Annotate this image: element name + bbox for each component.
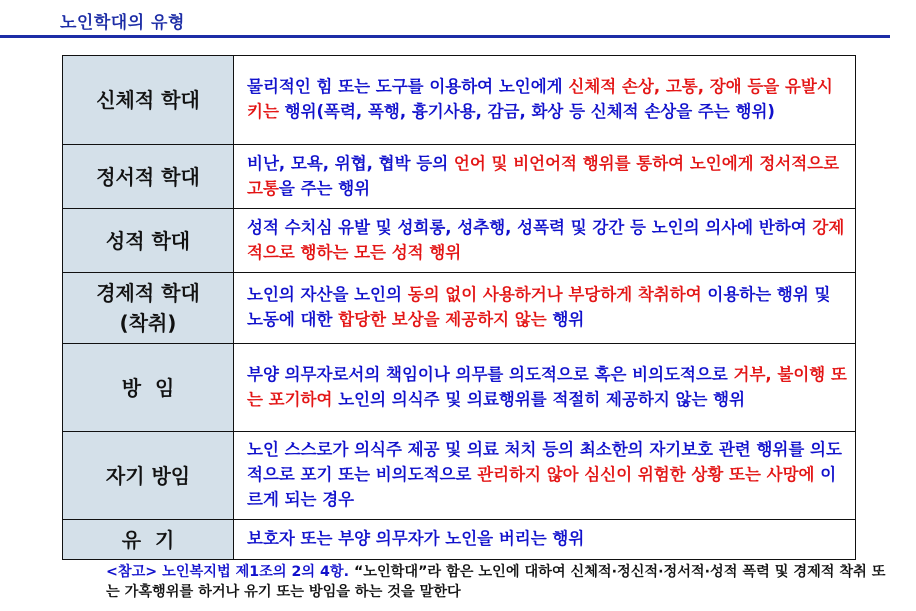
category-cell xyxy=(63,209,234,273)
note-prefix: <참고> 노인복지법 제1조의 2의 4항. xyxy=(106,564,349,580)
description-cell xyxy=(234,56,856,145)
description-text: 노인의 자산을 노인의 xyxy=(247,285,408,304)
table-row xyxy=(63,145,856,209)
reference-note xyxy=(106,562,896,602)
category-cell xyxy=(63,273,234,344)
category-label: 신체적 학대 xyxy=(96,88,200,112)
description-text: 행위(폭력, 폭행, 흉기사용, 감금, 화상 등 신체적 손상을 주는 행위) xyxy=(278,102,775,121)
category-cell xyxy=(63,432,234,520)
description-cell xyxy=(234,344,856,432)
description-text: 비난, 모욕, 위협, 협박 등의 xyxy=(247,153,454,173)
description-cell xyxy=(234,145,856,209)
category-cell xyxy=(63,145,234,209)
description-text: 노인의 의식주 및 의료행위를 적절히 제공하지 않는 행위 xyxy=(332,389,746,409)
description-text: 보호자 또는 부양 의무자가 노인을 버리는 행위 xyxy=(247,529,585,548)
category-cell xyxy=(63,56,234,145)
description-highlight: 동의 없이 사용하거나 부당하게 착취하여 xyxy=(407,285,702,304)
description-highlight: 언어 및 비언어적 행위를 통하여 노인에게 정서적으로 고통 xyxy=(247,153,840,198)
table-row xyxy=(63,432,856,520)
description-highlight: 신체적 손상, 고통, 장애 등을 유발시키는 xyxy=(247,77,833,121)
category-cell xyxy=(63,344,234,432)
category-sublabel: (착취) xyxy=(119,311,177,335)
page-title: 노인학대의 유형 xyxy=(60,13,185,33)
description-text: 부양 의무자로서의 책임이나 의무를 의도적으로 혹은 비의도적으로 xyxy=(247,364,734,384)
category-cell xyxy=(63,520,234,560)
description-highlight: 거부, 불이행 또는 포기하여 xyxy=(247,364,847,409)
table-row xyxy=(63,56,856,145)
description-cell xyxy=(234,432,856,520)
category-label: 방 임 xyxy=(121,375,175,400)
note-body: “노인학대”라 함은 노인에 대하여 신체적·정신적·정서적·성적 폭력 및 경제적 착취 또는 가혹행위를 하거나 유기 또는 방임을 하는 것을 말한다 xyxy=(106,564,886,600)
description-text: 노인 스스로가 의식주 제공 및 의료 처치 등의 최소한의 자기보호 관련 행위를 의도적으로 포기 또는 비의도적으로 xyxy=(247,440,842,484)
description-cell xyxy=(234,209,856,273)
category-label: 성적 학대 xyxy=(105,228,191,253)
category-label: 경제적 학대 xyxy=(96,281,200,305)
description-highlight: 강제적으로 행하는 모든 성적 행위 xyxy=(247,217,845,262)
description-text: 물리적인 힘 또는 도구를 이용하여 노인에게 xyxy=(247,77,569,96)
description-text: 성적 수치심 유발 및 성희롱, 성추행, 성폭력 및 강간 등 노인의 의사에 반하여 xyxy=(247,217,813,237)
description-cell xyxy=(234,520,856,560)
description-text: 행위 xyxy=(546,310,585,329)
abuse-types-table xyxy=(62,55,856,560)
table-row xyxy=(63,520,856,560)
table-row xyxy=(63,209,856,273)
description-highlight: 합당한 보상을 제공하지 않는 xyxy=(338,310,547,329)
description-text: 이용하는 행위 및 노동에 대한 xyxy=(247,285,831,329)
table-row xyxy=(63,344,856,432)
title-underline xyxy=(0,35,890,38)
description-highlight: 관리하지 않아 심신이 위험한 상황 또는 사망에 xyxy=(477,465,815,484)
table-row xyxy=(63,273,856,344)
category-label: 자기 방임 xyxy=(105,463,191,488)
description-text: 을 주는 행위 xyxy=(278,178,371,198)
category-label: 유 기 xyxy=(121,527,175,552)
category-label: 정서적 학대 xyxy=(96,164,200,189)
description-cell xyxy=(234,273,856,344)
description-text: 이르게 되는 경우 xyxy=(247,465,837,509)
